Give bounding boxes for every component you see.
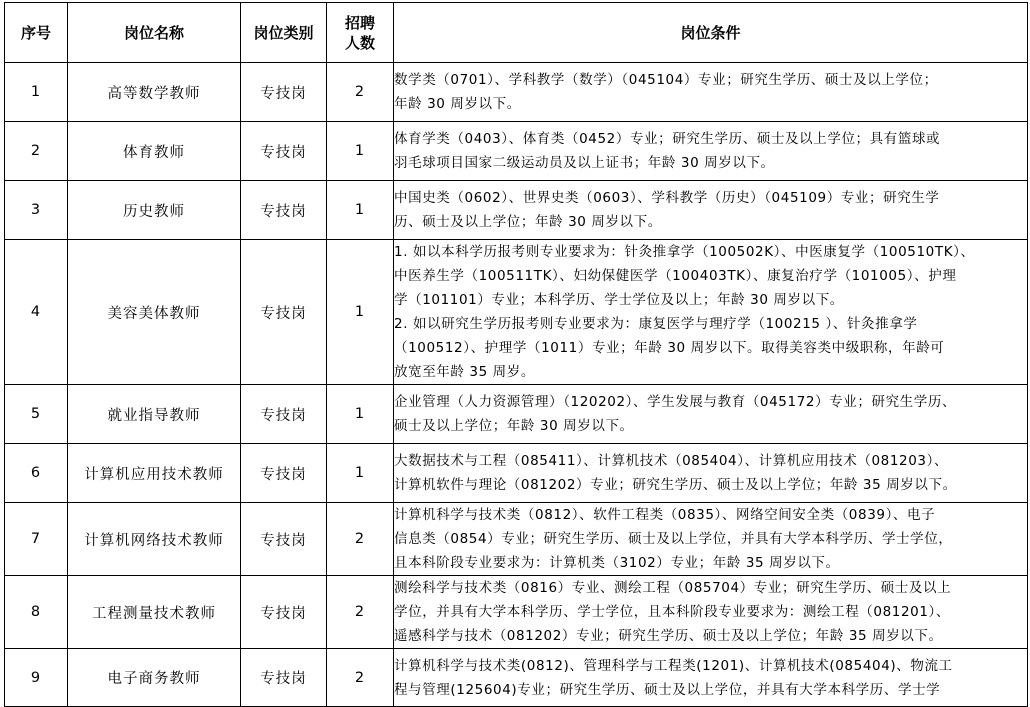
hiring-count-cell: 2	[327, 576, 394, 649]
seq-cell: 6	[5, 444, 68, 503]
position-name-cell: 美容美体教师	[68, 240, 241, 385]
table-row	[5, 63, 1028, 122]
position-category-cell: 专技岗	[241, 122, 327, 181]
conditions-cell	[394, 122, 1028, 181]
condition-line: 学位，并具有大学本科学历、学士学位，且本科阶段专业要求为：测绘工程（081201）、	[394, 604, 950, 620]
hiring-count-cell: 1	[327, 122, 394, 181]
seq-cell: 1	[5, 63, 68, 122]
condition-line: （100512）、护理学（1011）专业；年龄 30 周岁以下。取得美容类中级职称，年龄可	[394, 340, 945, 356]
condition-line: 2. 如以研究生学历报考则专业要求为：康复医学与理疗学（100215 ）、针灸推拿学	[394, 316, 918, 332]
hiring-count-cell: 1	[327, 444, 394, 503]
conditions-cell	[394, 240, 1028, 385]
conditions-cell	[394, 576, 1028, 649]
table-row	[5, 122, 1028, 181]
header-hiring-count	[327, 3, 394, 63]
condition-line: 计算机软件与理论（081202）专业；研究生学历、硕士及以上学位；年龄 35 周岁以下。	[394, 477, 957, 493]
position-name-cell: 历史教师	[68, 181, 241, 240]
position-category-cell: 专技岗	[241, 576, 327, 649]
seq-cell: 2	[5, 122, 68, 181]
position-name-cell: 工程测量技术教师	[68, 576, 241, 649]
seq-cell: 8	[5, 576, 68, 649]
condition-line: 中医养生学（100511TK）、妇幼保健医学（100403TK）、康复治疗学（101005）、护理	[394, 268, 957, 284]
conditions-cell	[394, 649, 1028, 707]
position-name-cell: 电子商务教师	[68, 649, 241, 707]
position-name-cell: 体育教师	[68, 122, 241, 181]
condition-line: 学（101101）专业；本科学历、学士学位及以上；年龄 30 周岁以下。	[394, 292, 844, 308]
table-row	[5, 503, 1028, 576]
condition-line: 体育学类（0403）、体育类（0452）专业；研究生学历、硕士及以上学位；具有篮球或	[394, 131, 941, 147]
position-name-cell: 就业指导教师	[68, 385, 241, 444]
condition-line: 且本科阶段专业要求为：计算机类（3102）专业；年龄 35 周岁以下。	[394, 555, 840, 571]
hiring-count-cell: 2	[327, 63, 394, 122]
conditions-cell	[394, 503, 1028, 576]
condition-line: 历、硕士及以上学位；年龄 30 周岁以下。	[394, 214, 662, 230]
hiring-count-cell: 2	[327, 503, 394, 576]
condition-line: 1. 如以本科学历报考则专业要求为：针灸推拿学（100502K）、中医康复学（100510TK）、	[394, 244, 975, 260]
hiring-count-cell: 1	[327, 181, 394, 240]
table-row	[5, 444, 1028, 503]
conditions-cell	[394, 444, 1028, 503]
conditions-cell	[394, 181, 1028, 240]
table-row	[5, 240, 1028, 385]
condition-line: 测绘科学与技术类（0816）专业、测绘工程（085704）专业；研究生学历、硕士及以上	[394, 580, 952, 596]
position-category-cell: 专技岗	[241, 63, 327, 122]
hiring-count-cell: 2	[327, 649, 394, 707]
condition-line: 计算机科学与技术类(0812)、管理科学与工程类(1201)、计算机技术(085404)、物流工	[394, 657, 953, 674]
conditions-cell	[394, 63, 1028, 122]
header-row	[5, 3, 1028, 63]
header-hiring-count-line2: 人数	[344, 33, 375, 52]
condition-line: 程与管理(125604)专业；研究生学历、硕士及以上学位，并具有大学本科学历、学士学	[394, 681, 941, 698]
condition-line: 羽毛球项目国家二级运动员及以上证书；年龄 30 周岁以下。	[394, 155, 775, 171]
condition-line: 信息类（0854）专业；研究生学历、硕士及以上学位，并具有大学本科学历、学士学位，	[394, 531, 953, 547]
seq-cell: 5	[5, 385, 68, 444]
header-seq: 序号	[5, 3, 68, 63]
condition-line: 计算机科学与技术类（0812）、软件工程类（0835）、网络空间安全类（0839）、电子	[394, 507, 936, 523]
position-category-cell: 专技岗	[241, 444, 327, 503]
seq-cell: 4	[5, 240, 68, 385]
position-category-cell: 专技岗	[241, 649, 327, 707]
seq-cell: 7	[5, 503, 68, 576]
header-position-name: 岗位名称	[68, 3, 241, 63]
position-name-cell: 计算机应用技术教师	[68, 444, 241, 503]
seq-cell: 9	[5, 649, 68, 707]
position-category-cell: 专技岗	[241, 503, 327, 576]
condition-line: 企业管理（人力资源管理）（120202）、学生发展与教育（045172）专业；研究生学历、	[394, 394, 957, 410]
table-row	[5, 576, 1028, 649]
condition-line: 数学类（0701）、学科教学（数学）（045104）专业；研究生学历、硕士及以上学位；	[394, 72, 938, 88]
table-row	[5, 385, 1028, 444]
header-position-conditions: 岗位条件	[394, 3, 1028, 63]
condition-line: 年龄 30 周岁以下。	[394, 96, 521, 112]
table-row	[5, 181, 1028, 240]
position-name-cell: 高等数学教师	[68, 63, 241, 122]
position-category-cell: 专技岗	[241, 181, 327, 240]
header-position-category: 岗位类别	[241, 3, 327, 63]
position-category-cell: 专技岗	[241, 385, 327, 444]
position-name-cell: 计算机网络技术教师	[68, 503, 241, 576]
recruitment-table	[4, 2, 1028, 707]
header-hiring-count-line1: 招聘	[344, 13, 375, 32]
conditions-cell	[394, 385, 1028, 444]
condition-line: 硕士及以上学位；年龄 30 周岁以下。	[394, 418, 634, 434]
seq-cell: 3	[5, 181, 68, 240]
condition-line: 放宽至年龄 35 周岁。	[394, 364, 535, 380]
hiring-count-cell: 1	[327, 240, 394, 385]
hiring-count-cell: 1	[327, 385, 394, 444]
condition-line: 中国史类（0602）、世界史类（0603）、学科教学（历史）（045109）专业；研究生学	[394, 190, 940, 206]
condition-line: 大数据技术与工程（085411）、计算机技术（085404）、计算机应用技术（081203）、	[394, 453, 949, 469]
table-row	[5, 649, 1028, 707]
condition-line: 遥感科学与技术（081202）专业；研究生学历、硕士及以上学位；年龄 35 周岁以下。	[394, 628, 943, 644]
position-category-cell: 专技岗	[241, 240, 327, 385]
